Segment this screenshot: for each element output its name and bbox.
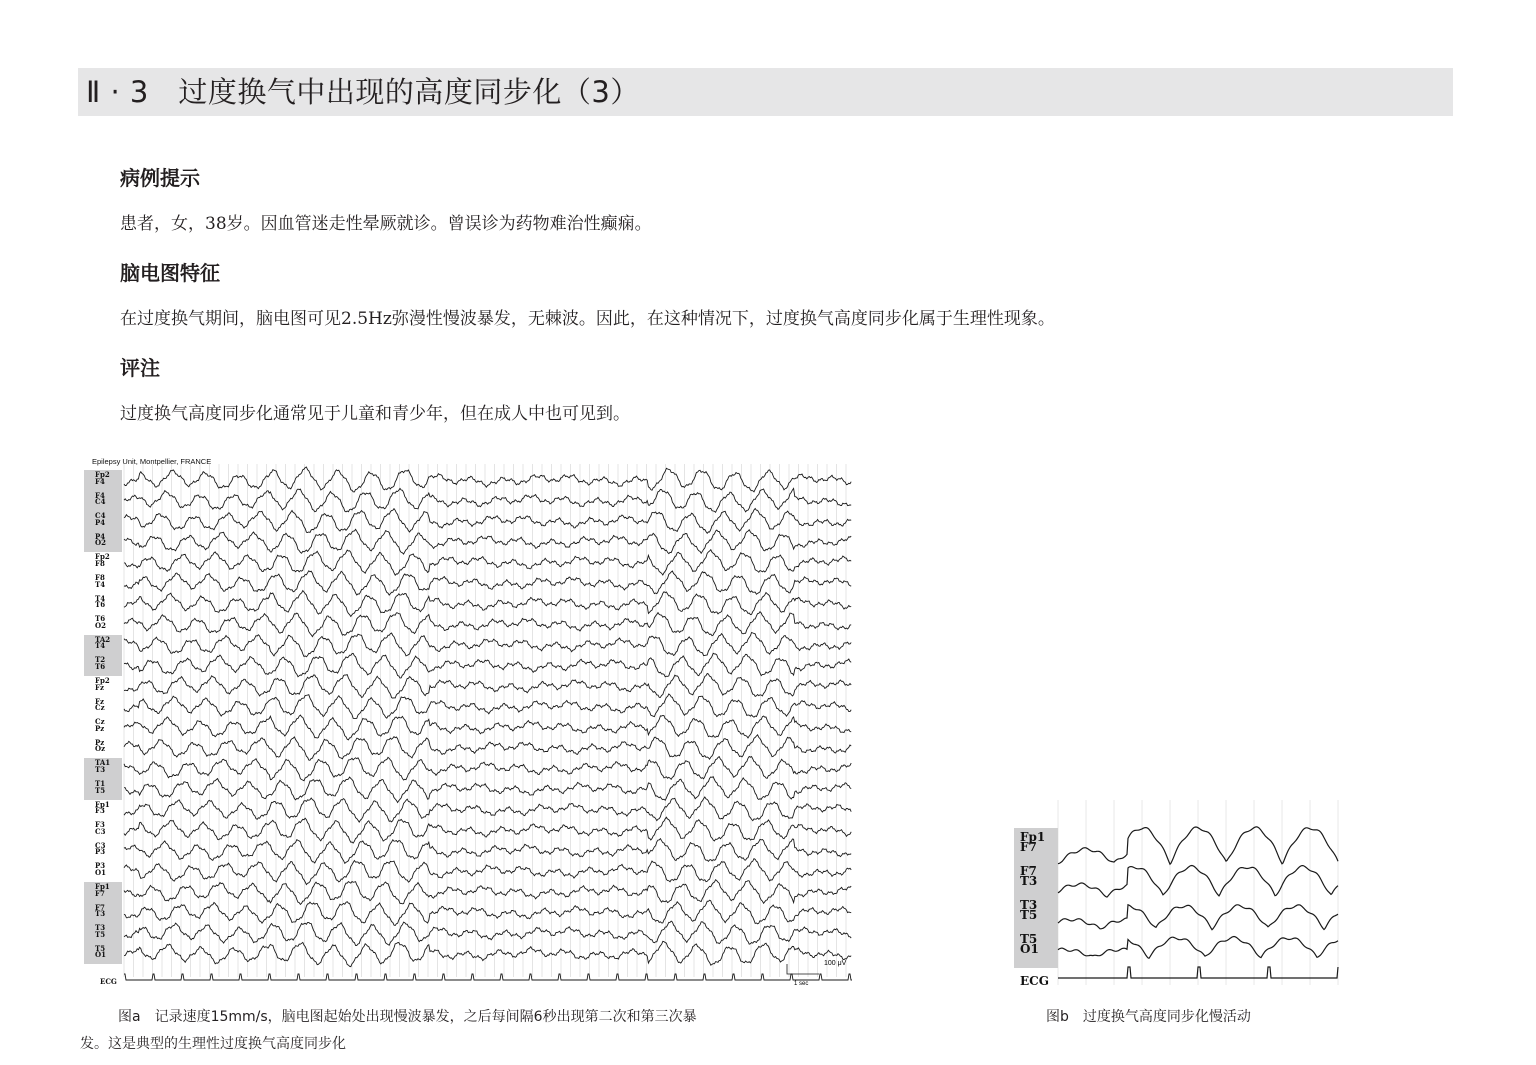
channel-label: Pz Oz — [95, 737, 106, 754]
channel-label: F3 C3 — [95, 820, 106, 836]
eeg-channel-trace — [124, 715, 851, 740]
eeg-channel-trace — [124, 694, 851, 718]
eeg-channel-trace — [124, 529, 851, 554]
scale-time-label: 1 sec — [794, 981, 809, 987]
text-eeg-features: 在过度换气期间，脑电图可见2.5Hz弥漫性慢波暴发，无棘波。因此，在这种情况下，过度换气高度同步化属于生理性现象。 — [120, 309, 1055, 329]
channel-label: T5 O1 — [95, 943, 106, 960]
heading-case: 病例提示 — [120, 166, 200, 190]
figure-b-eeg-trace — [1010, 795, 1340, 990]
heading-comment: 评注 — [120, 356, 160, 380]
heading-eeg-features: 脑电图特征 — [120, 261, 220, 285]
channel-label: T4 T6 — [95, 593, 106, 610]
channel-label: T5 O1 — [1020, 932, 1039, 956]
ecg-trace — [124, 974, 852, 980]
channel-label: F7 T3 — [1020, 864, 1038, 888]
channel-label: F7 T3 — [95, 902, 106, 919]
channel-label: P4 O2 — [95, 531, 106, 548]
channel-label: Fz Cz — [95, 696, 105, 713]
text-case: 患者，女，38岁。因血管迷走性晕厥就诊。曾误诊为药物难治性癫痫。 — [120, 214, 652, 234]
channel-label: P3 O1 — [95, 861, 106, 877]
channel-label: T2 T6 — [95, 655, 106, 671]
eeg-channel-trace — [124, 488, 851, 512]
eeg-channel-trace — [124, 859, 851, 885]
eeg-channel-trace — [124, 880, 851, 905]
eeg-channel-trace — [124, 777, 851, 803]
channel-label: Fp2 F4 — [95, 470, 110, 486]
scale-bar — [787, 964, 819, 974]
channel-label: Fp2 Fz — [95, 676, 110, 692]
channel-label: C3 P3 — [95, 840, 106, 857]
title-bar — [78, 68, 1453, 116]
channel-label: TA1 T3 — [95, 758, 111, 774]
channel-label: Fp2 F8 — [95, 552, 110, 568]
eeg-channel-trace — [124, 797, 851, 822]
scale-amp-label: 100 μV — [824, 960, 847, 967]
eeg-channel-trace — [124, 591, 851, 617]
figure-a-caption-line2: 发。这是典型的生理性过度换气高度同步化 — [80, 1036, 346, 1052]
figure-a-eeg-trace — [82, 452, 857, 992]
channel-label: T3 T5 — [95, 923, 106, 939]
channel-label: C4 P4 — [95, 511, 106, 527]
eeg-channel-trace — [124, 550, 851, 576]
channel-label: T3 T5 — [1020, 898, 1038, 922]
eeg-channel-trace — [124, 757, 851, 781]
channel-label: TA2 T4 — [95, 634, 111, 651]
channel-label: F4 C4 — [95, 490, 106, 507]
eeg-channel-trace — [124, 612, 851, 637]
eeg-channel-trace — [124, 467, 851, 492]
eeg-channel-trace — [124, 735, 851, 761]
page-title: Ⅱ · 3 过度换气中出现的高度同步化（3） — [86, 75, 640, 109]
channel-label: T1 T5 — [95, 779, 106, 795]
eeg-channel-trace — [124, 633, 851, 657]
figure-a-source: Epilepsy Unit, Montpellier, FRANCE — [92, 457, 212, 466]
text-comment: 过度换气高度同步化通常见于儿童和青少年，但在成人中也可见到。 — [120, 404, 630, 424]
channel-label: T6 O2 — [95, 614, 106, 630]
channel-label: Cz Pz — [95, 717, 105, 733]
ecg-label: ECG — [1020, 974, 1049, 988]
eeg-channel-trace — [124, 839, 851, 864]
eeg-channel-trace — [124, 817, 851, 843]
channel-label: Fp1 F3 — [95, 799, 110, 816]
channel-label: Fp1 F7 — [95, 882, 110, 898]
eeg-channel-trace — [124, 653, 851, 678]
ecg-label: ECG — [100, 977, 117, 986]
eeg-channel-trace — [124, 674, 851, 699]
figure-b-caption: 图b 过度换气高度同步化慢活动 — [1046, 1009, 1251, 1025]
channel-label: F8 T4 — [95, 573, 106, 589]
eeg-channel-trace — [124, 509, 851, 534]
eeg-channel-trace — [124, 921, 851, 945]
figure-a-caption-line1: 图a 记录速度15mm/s，脑电图起始处出现慢波暴发，之后每间隔6秒出现第二次和第三次暴 — [118, 1009, 697, 1025]
eeg-channel-trace — [124, 941, 851, 966]
channel-label: Fp1 F7 — [1020, 830, 1046, 854]
eeg-channel-trace — [124, 571, 851, 595]
eeg-channel-trace — [124, 900, 851, 925]
